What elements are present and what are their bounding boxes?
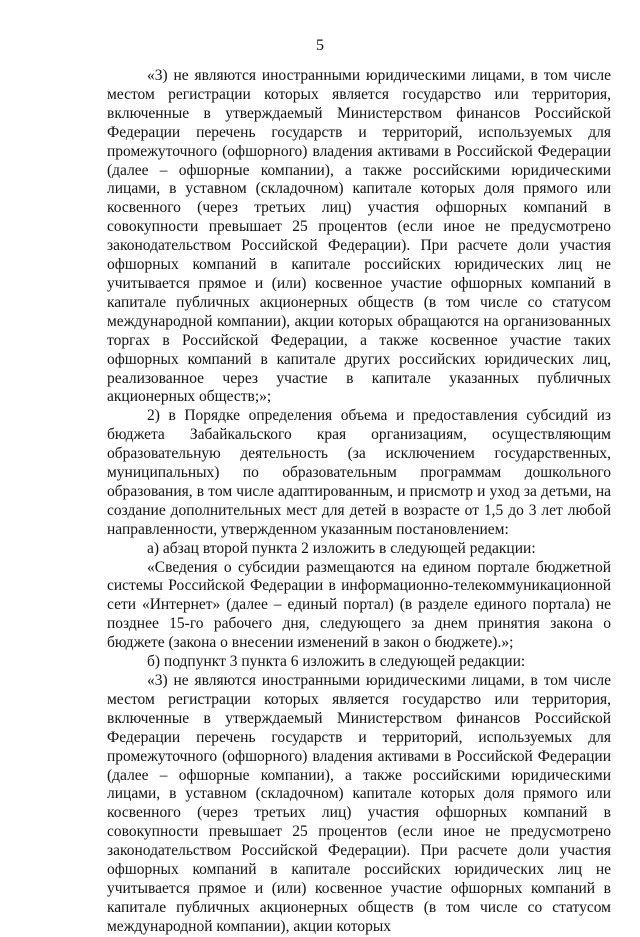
paragraph-offshore-criteria-2: «3) не являются иностранными юридическими лицами, в том числе местом регистрации которых является государство или территория, включенные в утверждаемый Министерством финансов Российской Федерации перечень государств и территорий, используемых для промежуточного (офшорного) владения активами в Российской Федерации (далее – офшорные компании), а также российскими юридическими лицами, в уставном (складочном) капитале которых доля прямого или косвенного (через третьих лиц) участия офшорных компаний в совокупности превышает 25 процентов (если иное не предусмотрено законодательством Российской Федерации). При расчете доли участия офшорных компаний в капитале российских юридических лиц не учитывается прямое и (или) косвенное участие офшорных компаний в капитале публичных акционерных обществ (в том числе со статусом международной компании), акции которых (107, 672, 611, 935)
document-body (107, 67, 611, 937)
paragraph-amendment-b: б) подпункт 3 пункта 6 изложить в следующей редакции: (147, 653, 526, 671)
paragraph-subsidy-procedure: 2) в Порядке определения объема и предоставления субсидий из бюджета Забайкальского края организациям, осуществляющим образовательную деятельность (за исключением государственных, муниципальных) по образовательным программам дошкольного образования, в том числе адаптированным, и присмотр и уход за детьми, на создание дополнительных мест для детей в возрасте от 1,5 до 3 лет любой направленности, утвержденном указанным постановлением: (107, 407, 611, 538)
page-number: 5 (316, 37, 324, 54)
paragraph-amendment-a: а) абзац второй пункта 2 изложить в следующей редакции: (147, 539, 536, 557)
paragraph-subsidy-info: «Сведения о субсидии размещаются на едином портале бюджетной системы Российской Федерации в информационно-телекоммуникационной сети «Интернет» (далее – единый портал) (в разделе единого портала) не позднее 15-го рабочего дня, следующего за днем принятия закона о бюджете (закона о внесении изменений в закон о бюджете).»; (107, 558, 611, 652)
paragraph-offshore-criteria-1: «3) не являются иностранными юридическими лицами, в том числе местом регистрации которых является государство или территория, включенные в утверждаемый Министерством финансов Российской Федерации перечень государств и территорий, используемых для промежуточного (офшорного) владения активами в Российской Федерации (далее – офшорные компании), а также российскими юридическими лицами, в уставном (складочном) капитале которых доля прямого или косвенного (через третьих лиц) участия офшорных компаний в совокупности превышает 25 процентов (если иное не предусмотрено законодательством Российской Федерации). При расчете доли участия офшорных компаний в капитале российских юридических лиц не учитывается прямое и (или) косвенное участие офшорных компаний в капитале публичных акционерных обществ (в том числе со статусом международной компании), акции которых обращаются на организованных торгах в Российской Федерации, а также косвенное участие таких офшорных компаний в капитале других российских юридических лиц, реализованное через участие в капитале указанных публичных акционерных обществ;»; (107, 67, 611, 406)
